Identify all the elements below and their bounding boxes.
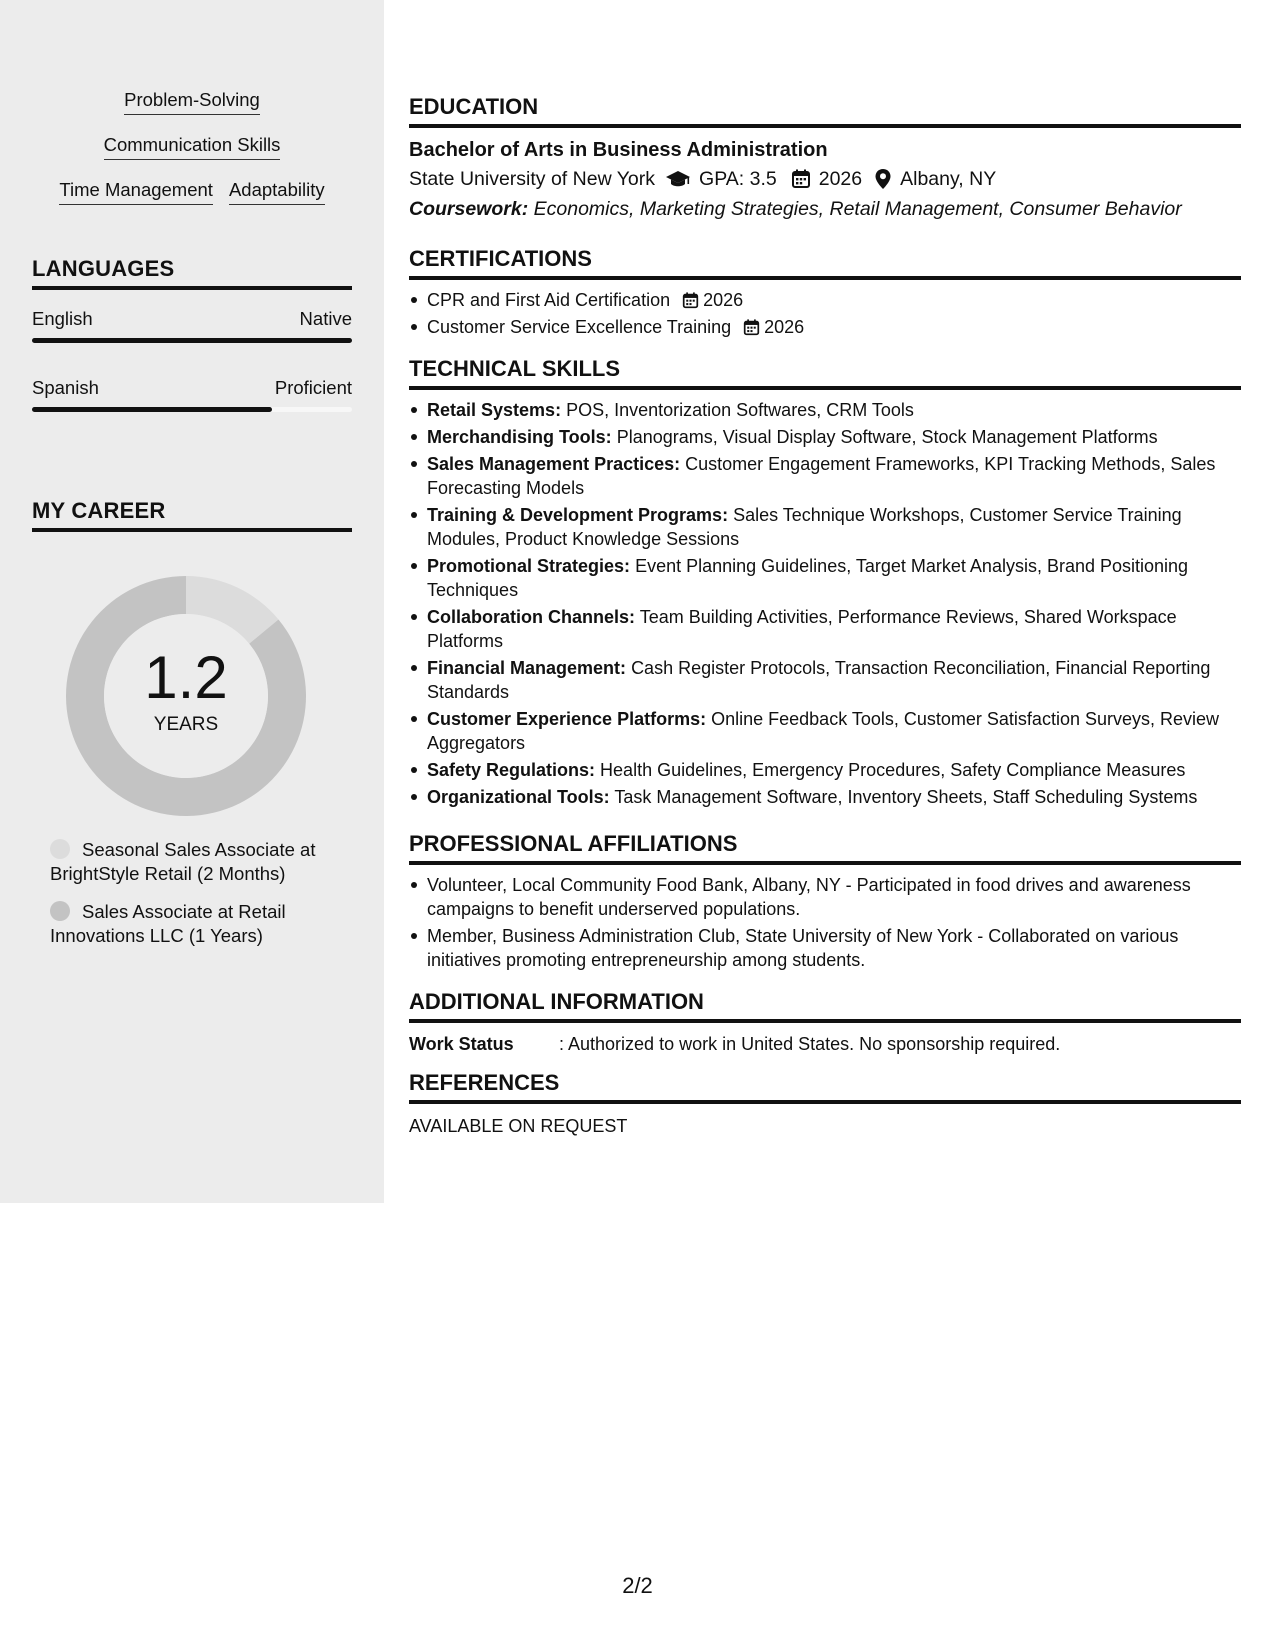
- language-bar-fill: [32, 338, 352, 343]
- education-details: [409, 164, 1241, 194]
- technical-skill-item: [409, 554, 1241, 602]
- skill-tag-row: [32, 133, 352, 160]
- language-item: [32, 308, 352, 343]
- career-legend-item: [50, 838, 350, 886]
- certification-name: CPR and First Aid Certification: [427, 290, 671, 310]
- skill-detail: Health Guidelines, Emergency Procedures, Safety Compliance Measures: [600, 760, 1186, 780]
- career-total: 1.2: [144, 644, 228, 711]
- calendar-icon: [791, 169, 811, 189]
- sidebar: [0, 0, 384, 1203]
- skill-detail: Online Feedback Tools, Customer Satisfaction Surveys, Review Aggregators: [427, 709, 1220, 753]
- work-status-value: : Authorized to work in United States. No sponsorship required.: [559, 1034, 1061, 1054]
- education-section: [409, 94, 1241, 224]
- coursework-label: Coursework:: [409, 198, 529, 220]
- language-level: Native: [299, 308, 352, 329]
- technical-skill-item: [409, 425, 1241, 449]
- page-number: 2/2: [622, 1573, 653, 1598]
- graduation-year: 2026: [818, 168, 863, 190]
- skill-detail: Team Building Activities, Performance Reviews, Shared Workspace Platforms: [427, 607, 1177, 651]
- certification-year: 2026: [764, 317, 805, 337]
- references-text: AVAILABLE ON REQUEST: [409, 1116, 628, 1136]
- language-bar: [32, 338, 352, 343]
- skill-tag: Problem-Solving: [124, 88, 260, 115]
- technical-skill-item: [409, 452, 1241, 500]
- calendar-icon: [743, 319, 760, 336]
- school-name: State University of New York: [409, 168, 656, 190]
- certifications-heading: CERTIFICATIONS: [409, 246, 1241, 280]
- gpa: GPA: 3.5: [699, 168, 777, 190]
- certification-name: Customer Service Excellence Training: [427, 317, 732, 337]
- career-section: [32, 498, 352, 735]
- language-row: [32, 377, 352, 399]
- language-list: [32, 308, 352, 412]
- skill-category: Collaboration Channels:: [427, 607, 636, 627]
- technical-skill-item: [409, 785, 1241, 809]
- technical-skill-item: [409, 758, 1241, 782]
- skill-detail: Planograms, Visual Display Software, Stock Management Platforms: [616, 427, 1158, 447]
- skill-tag: Adaptability: [229, 178, 325, 205]
- education-entry: [409, 136, 1241, 224]
- technical-skills-list: [409, 398, 1241, 809]
- additional-info-section: [409, 989, 1241, 1057]
- legend-dot: [50, 901, 70, 921]
- skill-tag-row: [32, 178, 352, 205]
- degree-title: Bachelor of Arts in Business Administration: [409, 139, 828, 161]
- additional-info-heading: ADDITIONAL INFORMATION: [409, 989, 1241, 1023]
- legend-dot: [50, 839, 70, 859]
- work-status-label: Work Status: [409, 1034, 514, 1054]
- technical-skill-item: [409, 398, 1241, 422]
- technical-skill-item: [409, 503, 1241, 551]
- career-heading: MY CAREER: [32, 498, 352, 532]
- career-job-label: Sales Associate at Retail Innovations LLC (1 Years): [50, 901, 286, 946]
- affiliations-list: [409, 873, 1241, 972]
- location-pin-icon: [874, 168, 892, 190]
- career-legend: [50, 838, 350, 962]
- skill-tag: Communication Skills: [104, 133, 281, 160]
- graduation-cap-icon: [665, 169, 691, 189]
- references-heading: REFERENCES: [409, 1070, 1241, 1104]
- affiliations-heading: PROFESSIONAL AFFILIATIONS: [409, 831, 1241, 865]
- skill-category: Merchandising Tools:: [427, 427, 612, 447]
- language-item: [32, 377, 352, 412]
- technical-skill-item: [409, 707, 1241, 755]
- certification-item: [409, 288, 1241, 312]
- career-legend-item: [50, 900, 350, 948]
- technical-skill-item: [409, 656, 1241, 704]
- skill-category: Sales Management Practices:: [427, 454, 681, 474]
- languages-section: [32, 256, 352, 412]
- language-name: Spanish: [32, 377, 99, 398]
- skill-category: Organizational Tools:: [427, 787, 610, 807]
- coursework-list: Economics, Marketing Strategies, Retail Management, Consumer Behavior: [533, 198, 1182, 220]
- skill-category: Customer Experience Platforms:: [427, 709, 707, 729]
- affiliation-item: Member, Business Administration Club, State University of New York - Collaborated on various initiatives promoting entrepreneurship among students.: [409, 924, 1241, 972]
- skill-tag: Time Management: [59, 178, 213, 205]
- work-status-row: [409, 1031, 1241, 1057]
- certifications-list: [409, 288, 1241, 339]
- references-section: [409, 1070, 1241, 1138]
- language-bar-fill: [32, 407, 272, 412]
- skill-tags: [32, 88, 352, 223]
- career-donut-chart: [66, 576, 306, 816]
- certifications-section: [409, 246, 1241, 342]
- education-heading: EDUCATION: [409, 94, 1241, 128]
- certification-year: 2026: [703, 290, 744, 310]
- language-name: English: [32, 308, 93, 329]
- languages-heading: LANGUAGES: [32, 256, 352, 290]
- affiliation-item: Volunteer, Local Community Food Bank, Albany, NY - Participated in food drives and awareness campaigns to benefit underserved populations.: [409, 873, 1241, 921]
- skill-category: Financial Management:: [427, 658, 627, 678]
- coursework: [409, 194, 1241, 224]
- certification-item: [409, 315, 1241, 339]
- affiliations-section: [409, 831, 1241, 975]
- skill-detail: Cash Register Protocols, Transaction Reconciliation, Financial Reporting Standards: [427, 658, 1211, 702]
- education-location: Albany, NY: [900, 168, 997, 190]
- skill-detail: Task Management Software, Inventory Sheets, Staff Scheduling Systems: [614, 787, 1198, 807]
- skill-detail: Event Planning Guidelines, Target Market Analysis, Brand Positioning Techniques: [427, 556, 1189, 600]
- technical-skill-item: [409, 605, 1241, 653]
- language-level: Proficient: [274, 377, 352, 398]
- skill-category: Retail Systems:: [427, 400, 562, 420]
- skill-category: Training & Development Programs:: [427, 505, 729, 525]
- career-unit: YEARS: [153, 714, 219, 735]
- technical-skills-heading: TECHNICAL SKILLS: [409, 356, 1241, 390]
- language-row: [32, 308, 352, 330]
- skill-detail: POS, Inventorization Softwares, CRM Tools: [566, 400, 914, 420]
- skill-category: Safety Regulations:: [427, 760, 596, 780]
- career-job-label: Seasonal Sales Associate at BrightStyle Retail (2 Months): [50, 839, 316, 884]
- skill-tag-row: [32, 88, 352, 115]
- skill-detail: Sales Technique Workshops, Customer Service Training Modules, Product Knowledge Sessions: [427, 505, 1182, 549]
- language-bar: [32, 407, 352, 412]
- skill-category: Promotional Strategies:: [427, 556, 631, 576]
- calendar-icon: [682, 292, 699, 309]
- skill-detail: Customer Engagement Frameworks, KPI Tracking Methods, Sales Forecasting Models: [427, 454, 1216, 498]
- technical-skills-section: [409, 356, 1241, 812]
